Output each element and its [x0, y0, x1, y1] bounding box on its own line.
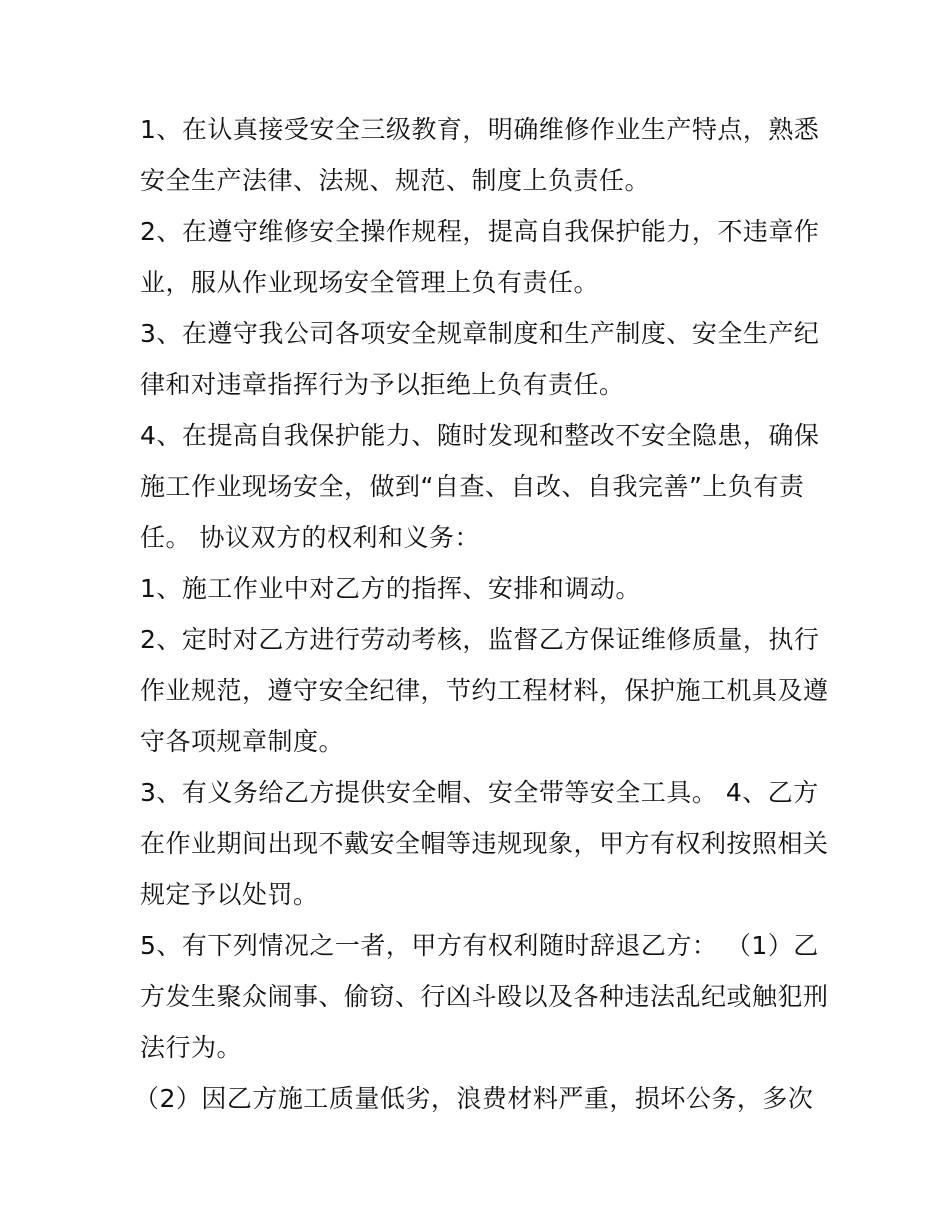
text-line: 方发生聚众闹事、偷窃、行凶斗殴以及各种违法乱纪或触犯刑 [140, 982, 829, 1011]
text-line: 业，服从作业现场安全管理上负有责任。 [140, 268, 600, 297]
document-body [134, 104, 829, 1124]
text-line: 1、施工作业中对乙方的指挥、安排和调动。 [140, 574, 641, 603]
text-line: 规定予以处罚。 [140, 880, 319, 909]
text-line: 法行为。 [140, 1033, 243, 1062]
text-line: 律和对违章指挥行为予以拒绝上负有责任。 [140, 370, 625, 399]
text-line: 2、定时对乙方进行劳动考核，监督乙方保证维修质量，执行 [140, 625, 820, 654]
text-line: 作业规范，遵守安全纪律，节约工程材料，保护施工机具及遵 [140, 676, 829, 705]
text-line: 3、在遵守我公司各项安全规章制度和生产制度、安全生产纪 [140, 319, 820, 348]
text-line: 4、在提高自我保护能力、随时发现和整改不安全隐患，确保 [140, 421, 820, 450]
text-line: 1、在认真接受安全三级教育，明确维修作业生产特点，熟悉 [140, 115, 820, 144]
text-line: （2）因乙方施工质量低劣，浪费材料严重，损坏公务，多次 [134, 1084, 814, 1113]
text-line: 守各项规章制度。 [140, 727, 345, 756]
text-line: 任。 协议双方的权利和义务： [140, 523, 480, 552]
text-line: 在作业期间出现不戴安全帽等违规现象，甲方有权利按照相关 [140, 829, 829, 858]
text-line: 5、有下列情况之一者，甲方有权利随时辞退乙方： （1）乙 [140, 931, 819, 960]
text-line: 3、有义务给乙方提供安全帽、安全带等安全工具。 4、乙方 [140, 778, 819, 807]
text-line: 安全生产法律、法规、规范、制度上负责任。 [140, 166, 651, 195]
text-line: 施工作业现场安全，做到“自查、自改、自我完善”上负有责 [140, 472, 805, 501]
text-line: 2、在遵守维修安全操作规程，提高自我保护能力，不违章作 [140, 217, 820, 246]
